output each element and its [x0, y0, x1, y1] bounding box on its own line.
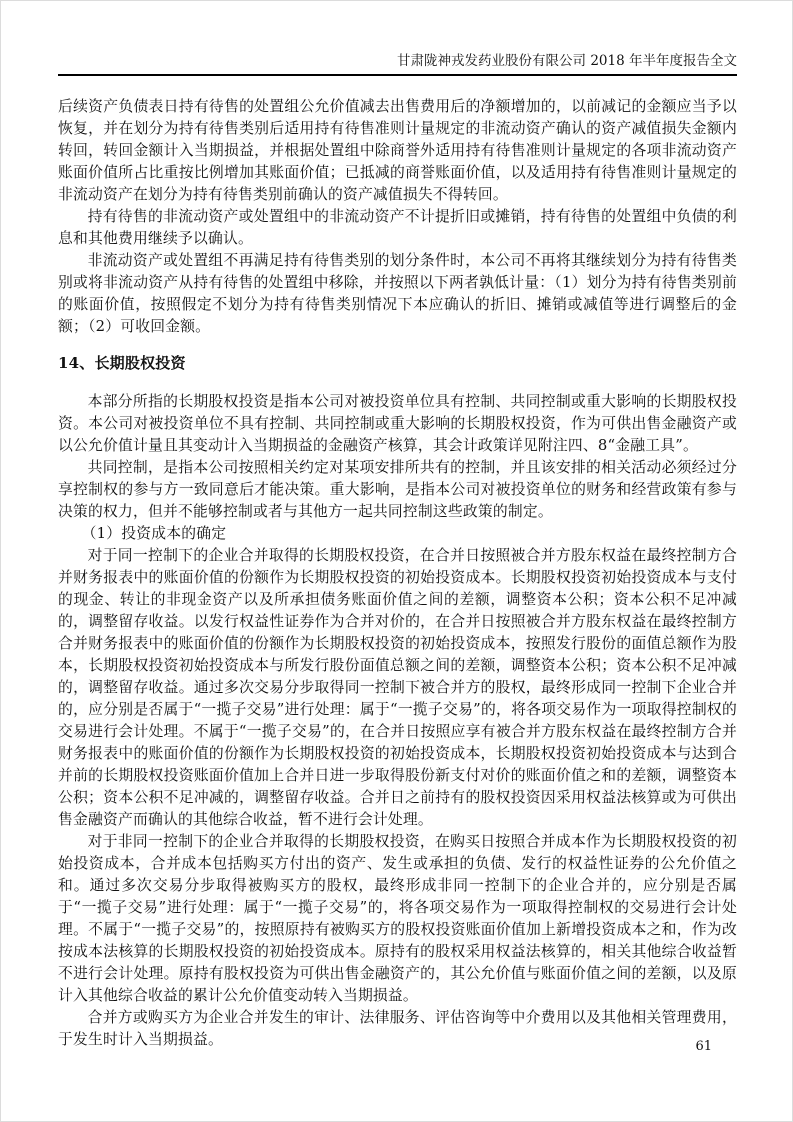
- document-content: [58, 96, 737, 1051]
- paragraph: 共同控制，是指本公司按照相关约定对某项安排所共有的控制，并且该安排的相关活动必须经过分享控制权的参与方一致同意后才能决策。重大影响，是指本公司对被投资单位的财务和经营政策有参与决策的权力，但并不能够控制或者与其他方一起共同控制这些政策的制定。: [58, 459, 737, 520]
- paragraph: 本部分所指的长期股权投资是指本公司对被投资单位具有控制、共同控制或重大影响的长期股权投资。本公司对被投资单位不具有控制、共同控制或重大影响的长期股权投资，作为可供出售金融资产或以公允价值计量且其变动计入当期损益的金融资产核算，其会计政策详见附注四、8“金融工具”。: [58, 393, 737, 454]
- paragraph-continuation: 后续资产负债表日持有待售的处置组公允价值减去出售费用后的净额增加的，以前减记的金额应当予以恢复，并在划分为持有待售类别后适用持有待售准则计量规定的非流动资产确认的资产减值损失金额内转回，转回金额计入当期损益，并根据处置组中除商誉外适用持有待售准则计量规定的各项非流动资产账面价值所占比重按比例增加其账面价值；已抵减的商誉账面价值，以及适用持有待售准则计量规定的非流动资产在划分为持有待售类别前确认的资产减值损失不得转回。: [58, 98, 737, 203]
- paragraph: 对于同一控制下的企业合并取得的长期股权投资，在合并日按照被合并方股东权益在最终控制方合并财务报表中的账面价值的份额作为长期股权投资的初始投资成本。长期股权投资初始投资成本与支付的现金、转让的非现金资产以及所承担债务账面价值之间的差额，调整资本公积；资本公积不足冲减的，调整留存收益。以发行权益性证券作为合并对价的，在合并日按照被合并方股东权益在最终控制方合并财务报表中的账面价值的份额作为长期股权投资的初始投资成本，按照发行股份的面值总额作为股本，长期股权投资初始投资成本与所发行股份面值总额之间的差额，调整资本公积；资本公积不足冲减的，调整留存收益。通过多次交易分步取得同一控制下被合并方的股权，最终形成同一控制下企业合并的，应分别是否属于“一揽子交易”进行处理：属于“一揽子交易”的，将各项交易作为一项取得控制权的交易进行会计处理。不属于“一揽子交易”的，在合并日按照应享有被合并方股东权益在最终控制方合并财务报表中的账面价值的份额作为长期股权投资的初始投资成本，长期股权投资初始投资成本与达到合并前的长期股权投资账面价值加上合并日进一步取得股份新支付对价的账面价值之和的差额，调整资本公积；资本公积不足冲减的，调整留存收益。合并日之前持有的股权投资因采用权益法核算或为可供出售金融资产而确认的其他综合收益，暂不进行会计处理。: [58, 547, 737, 828]
- header-title: 甘肃陇神戎发药业股份有限公司 2018 年半年度报告全文: [397, 53, 737, 69]
- paragraph: 合并方或购买方为企业合并发生的审计、法律服务、评估咨询等中介费用以及其他相关管理费用，于发生时计入当期损益。: [58, 1009, 737, 1048]
- subsection-label: （1）投资成本的确定: [81, 525, 227, 542]
- paragraph: 非流动资产或处置组不再满足持有待售类别的划分条件时，本公司不再将其继续划分为持有待售类别或将非流动资产从持有待售的处置组中移除，并按照以下两者孰低计量：（1）划分为持有待售类别前的账面价值，按照假定不划分为持有待售类别情况下本应确认的折旧、摊销或减值等进行调整后的金额；（2）可收回金额。: [58, 252, 737, 335]
- section-heading: 14、长期股权投资: [58, 354, 186, 372]
- paragraph: 持有待售的非流动资产或处置组中的非流动资产不计提折旧或摊销，持有待售的处置组中负债的利息和其他费用继续予以确认。: [58, 208, 737, 247]
- paragraph: 对于非同一控制下的企业合并取得的长期股权投资，在购买日按照合并成本作为长期股权投资的初始投资成本，合并成本包括购买方付出的资产、发生或承担的负债、发行的权益性证券的公允价值之和。通过多次交易分步取得被购买方的股权，最终形成非同一控制下的企业合并的，应分别是否属于“一揽子交易”进行处理：属于“一揽子交易”的，将各项交易作为一项取得控制权的交易进行会计处理。不属于“一揽子交易”的，按照原持有被购买方的股权投资账面价值加上新增投资成本之和，作为改按成本法核算的长期股权投资的初始投资成本。原持有的股权采用权益法核算的，相关其他综合收益暂不进行会计处理。原持有股权投资为可供出售金融资产的，其公允价值与账面价值之间的差额，以及原计入其他综合收益的累计公允价值变动转入当期损益。: [58, 833, 737, 1004]
- page-header: [58, 53, 737, 76]
- page-number: 61: [695, 1039, 712, 1054]
- page-footer: [695, 1039, 712, 1055]
